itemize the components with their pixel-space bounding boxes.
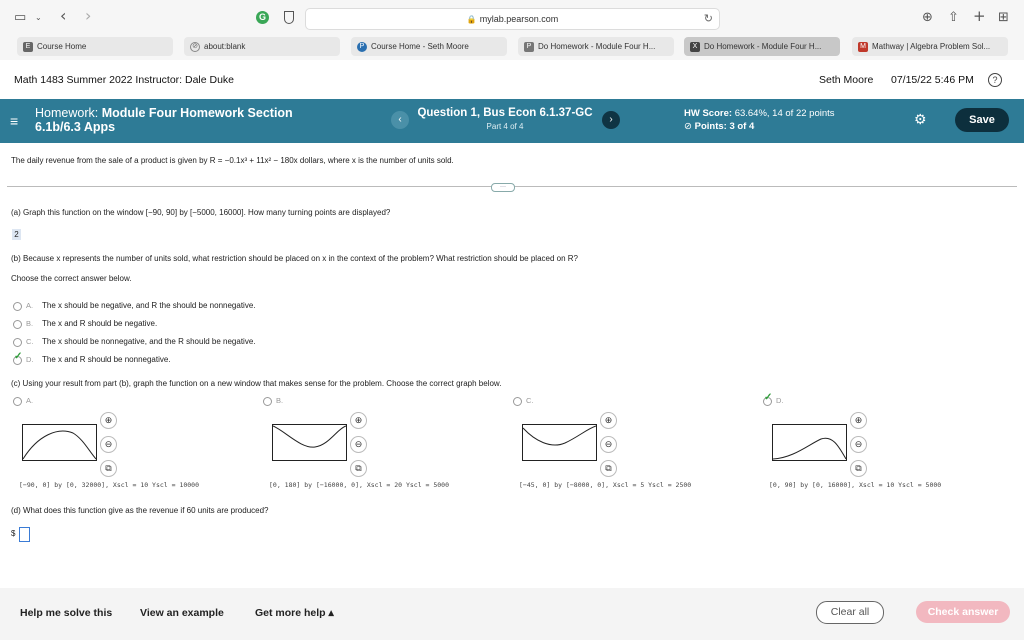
browser-toolbar [0,0,1024,36]
graph-a-curve [23,425,96,460]
graph-d-window: [0, 90] by [0, 16000], Xscl = 10 Yscl = 5000 [769,481,942,489]
tab-do-homework-1[interactable] [518,37,674,56]
course-title: Math 1483 Summer 2022 Instructor: Dale Duke [14,74,235,86]
homework-name: Module Four Homework Section 6.1b/6.3 Apps [35,106,293,134]
points-label: Points: [694,121,727,132]
sidebar-toggle-icon[interactable]: ▭ [14,10,27,25]
graph-b-letter: B. [276,396,284,405]
share-icon[interactable]: ⇧ [948,10,959,25]
choice-c-text[interactable]: The x should be nonnegative, and the R should be negative. [42,337,256,346]
graph-a-plot[interactable] [22,424,97,461]
zoom-in-icon[interactable]: ⊕ [350,412,367,429]
homework-bar [0,99,1024,143]
graph-d-letter: D. [776,396,784,405]
tab-course-home-seth[interactable] [351,37,507,56]
question-title: Question 1, Bus Econ 6.1.37-GC [417,107,593,119]
question-part: Part 4 of 4 [486,122,524,131]
get-more-help-link[interactable]: Get more help ▴ [255,607,334,619]
choice-b-letter: B. [26,319,34,328]
graph-a-letter: A. [26,396,34,405]
graph-b-plot[interactable] [272,424,347,461]
part-d-text: (d) What does this function give as the revenue if 60 units are produced? [11,506,269,515]
pearson-icon: P [357,42,367,52]
tab-label: Mathway | Algebra Problem Sol... [872,42,991,51]
resize-handle[interactable]: ··· [491,183,515,192]
graph-d-plot[interactable] [772,424,847,461]
url-text: mylab.pearson.com [479,14,559,24]
checkmark-icon: ✓ [14,351,23,362]
zoom-in-icon[interactable]: ⊕ [600,412,617,429]
tab-label: Do Homework - Module Four H... [704,42,822,51]
partial-credit-icon: ⊘ [684,121,692,132]
graph-a-radio[interactable] [13,397,22,406]
download-icon[interactable]: ⊕ [922,10,933,25]
tab-bar [0,36,1024,60]
choose-instruction: Choose the correct answer below. [11,274,132,283]
tab-label: about:blank [204,42,246,51]
help-me-solve-link[interactable]: Help me solve this [20,607,113,619]
tab-label: Course Home - Seth Moore [371,42,469,51]
pearson-icon: P [524,42,534,52]
menu-icon[interactable]: ≡ [10,113,19,129]
save-button[interactable]: Save [955,108,1009,132]
gear-icon[interactable]: ⚙ [914,111,927,127]
tab-course-home[interactable] [17,37,173,56]
mathway-icon: M [858,42,868,52]
next-question-button[interactable]: › [602,111,620,129]
zoom-in-icon[interactable]: ⊕ [850,412,867,429]
forward-icon[interactable]: › [85,6,92,25]
choice-d-text[interactable]: The x and R should be nonnegative. [42,355,171,364]
lock-icon: 🔒 [466,15,477,24]
mylab-icon: X [690,42,700,52]
prev-question-button[interactable]: ‹ [391,111,409,129]
enlarge-icon[interactable]: ⧉ [100,460,117,477]
choice-c-radio[interactable] [13,338,22,347]
points [684,121,754,132]
user-name[interactable]: Seth Moore [819,74,874,86]
help-icon[interactable]: ? [988,73,1002,87]
score-value: 63.64%, 14 of 22 points [734,108,835,119]
part-c-text: (c) Using your result from part (b), graph the function on a new window that makes sense for the problem. Choose the correct graph below. [11,379,502,388]
zoom-out-icon[interactable]: ⊖ [350,436,367,453]
homework-title [35,106,335,134]
graph-c-plot[interactable] [522,424,597,461]
choice-c-letter: C. [26,337,34,346]
tab-label: Course Home [37,42,87,51]
graph-b-window: [0, 180] by [−16000, 0], Xscl = 20 Yscl = 5000 [269,481,450,489]
enlarge-icon[interactable]: ⧉ [850,460,867,477]
choice-b-radio[interactable] [13,320,22,329]
choice-a-text[interactable]: The x should be negative, and R the should be nonnegative. [42,301,256,310]
enlarge-icon[interactable]: ⧉ [600,460,617,477]
dollar-sign: $ [11,529,16,538]
graph-d-curve [773,425,846,460]
zoom-out-icon[interactable]: ⊖ [100,436,117,453]
zoom-in-icon[interactable]: ⊕ [100,412,117,429]
tab-about-blank[interactable] [184,37,340,56]
date-time: 07/15/22 5:46 PM [891,74,974,86]
zoom-out-icon[interactable]: ⊖ [600,436,617,453]
revenue-input[interactable] [19,527,30,542]
graph-c-window: [−45, 0] by [−8000, 0], Xscl = 5 Yscl = 2500 [519,481,692,489]
enlarge-icon[interactable]: ⧉ [350,460,367,477]
zoom-out-icon[interactable]: ⊖ [850,436,867,453]
graph-a-window: [−90, 0] by [0, 32000], Xscl = 10 Yscl = 10000 [19,481,200,489]
back-icon[interactable]: ‹ [60,6,67,25]
graph-b-curve [273,425,346,460]
points-value: 3 of 4 [729,121,755,132]
graph-c-letter: C. [526,396,534,405]
course-home-favicon: E [23,42,33,52]
tab-mathway[interactable] [852,37,1008,56]
checkmark-icon: ✓ [764,392,773,403]
score-label: HW Score: [684,108,733,119]
compass-icon: ⊘ [190,42,200,52]
choice-a-letter: A. [26,301,34,310]
view-example-link[interactable]: View an example [140,607,224,619]
graph-c-radio[interactable] [513,397,522,406]
problem-stem: The daily revenue from the sale of a product is given by R = −0.1x³ + 11x² − 180x dollars, where x is the number of units sold. [11,156,454,165]
tab-do-homework-active[interactable] [684,37,840,56]
course-header [0,62,1024,98]
hw-score [684,108,835,119]
part-b-text: (b) Because x represents the number of units sold, what restriction should be placed on x in the context of the problem? What restriction should be placed on R? [11,254,578,263]
choice-d-letter: D. [26,355,34,364]
chevron-down-icon[interactable]: ⌄ [35,13,42,22]
part-a-answer: 2 [12,229,21,240]
homework-prefix: Homework: [35,106,99,120]
check-answer-button[interactable]: Check answer [916,601,1010,623]
part-a-text: (a) Graph this function on the window [−90, 90] by [−5000, 16000]. How many turning points are displayed? [11,208,391,217]
graph-c-curve [523,425,596,460]
choice-a-radio[interactable] [13,302,22,311]
shield-icon[interactable] [284,11,294,24]
tab-overview-icon[interactable]: ⊞ [998,10,1009,25]
grammarly-icon[interactable]: G [256,11,269,24]
choice-b-text[interactable]: The x and R should be negative. [42,319,158,328]
reload-icon[interactable]: ↻ [703,13,713,25]
clear-all-button[interactable]: Clear all [816,601,884,624]
graph-b-radio[interactable] [263,397,272,406]
address-bar[interactable] [305,8,720,30]
new-tab-icon[interactable]: + [973,7,986,25]
tab-label: Do Homework - Module Four H... [538,42,656,51]
